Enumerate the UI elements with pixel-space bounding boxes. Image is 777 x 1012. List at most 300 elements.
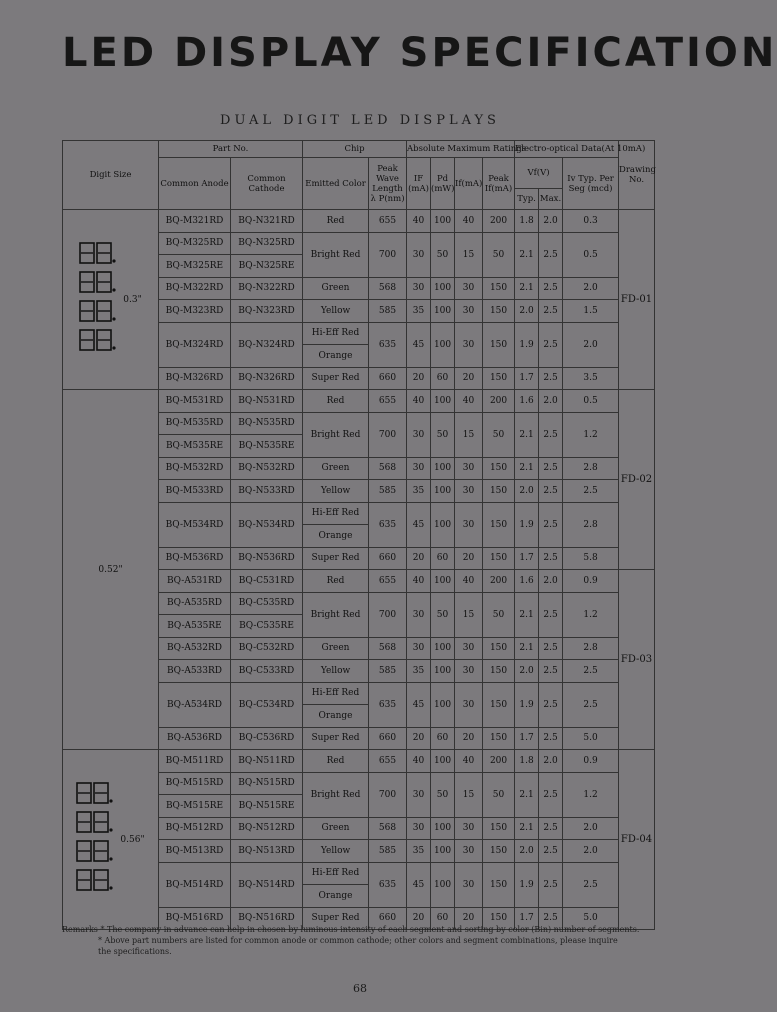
value-wave: 635 [369,682,407,727]
value-iv: 2.8 [563,637,619,660]
dual-digit-display-icon [76,840,114,862]
value-peak: 150 [483,367,515,390]
value-typ: 1.7 [515,367,539,390]
value-typ: 1.7 [515,907,539,930]
emitted-color: Red [303,210,369,233]
part-no-common-anode: BQ-M531RD [159,390,231,413]
value-peak: 150 [483,817,515,840]
value-ifm: 20 [407,727,431,750]
value-pd: 50 [431,772,455,817]
value-typ: 2.1 [515,817,539,840]
value-max: 2.5 [539,592,563,637]
emitted-color: Orange [303,345,369,368]
part-no-common-anode: BQ-M515RE [159,795,231,818]
emitted-color: Red [303,570,369,593]
value-peak: 200 [483,750,515,773]
part-no-common-anode: BQ-A535RD [159,592,231,615]
value-wave: 568 [369,817,407,840]
value-typ: 2.1 [515,412,539,457]
remarks [62,924,662,957]
part-no-common-anode: BQ-A531RD [159,570,231,593]
col-if-ma: IF (mA) [407,158,431,210]
dual-digit-display-icon [79,242,117,264]
value-if: 15 [455,232,483,277]
value-max: 2.5 [539,547,563,570]
value-pd: 100 [431,570,455,593]
col-peak-if: Peak If(mA) [483,158,515,210]
value-if: 30 [455,277,483,300]
value-wave: 660 [369,547,407,570]
value-wave: 660 [369,367,407,390]
emitted-color: Yellow [303,660,369,683]
value-iv: 3.5 [563,367,619,390]
part-no-common-anode: BQ-M515RD [159,772,231,795]
digit-size-label: 0.52" [98,564,123,575]
value-wave: 655 [369,750,407,773]
part-no-common-cathode: BQ-N514RD [231,862,303,907]
value-max: 2.5 [539,862,563,907]
part-no-common-anode: BQ-M511RD [159,750,231,773]
part-no-common-cathode: BQ-N322RD [231,277,303,300]
value-peak: 150 [483,277,515,300]
value-pd: 100 [431,637,455,660]
value-if: 30 [455,457,483,480]
part-no-common-anode: BQ-M323RD [159,300,231,323]
value-if: 30 [455,637,483,660]
value-pd: 60 [431,547,455,570]
emitted-color: Bright Red [303,772,369,817]
value-typ: 2.1 [515,232,539,277]
col-pd-mw: Pd (mW) [431,158,455,210]
value-wave: 655 [369,390,407,413]
part-no-common-anode: BQ-M516RD [159,907,231,930]
value-if: 15 [455,592,483,637]
value-wave: 585 [369,300,407,323]
part-no-common-anode: BQ-A534RD [159,682,231,727]
value-typ: 2.1 [515,592,539,637]
value-peak: 50 [483,772,515,817]
value-peak: 150 [483,480,515,503]
value-pd: 100 [431,682,455,727]
value-ifm: 45 [407,682,431,727]
value-pd: 60 [431,907,455,930]
part-no-common-cathode: BQ-N533RD [231,480,303,503]
part-no-common-anode: BQ-M513RD [159,840,231,863]
emitted-color: Yellow [303,480,369,503]
value-if: 40 [455,750,483,773]
value-pd: 100 [431,862,455,907]
value-typ: 1.9 [515,502,539,547]
value-ifm: 30 [407,232,431,277]
part-no-common-anode: BQ-A536RD [159,727,231,750]
value-iv: 2.5 [563,682,619,727]
value-if: 40 [455,570,483,593]
value-max: 2.0 [539,210,563,233]
value-ifm: 30 [407,592,431,637]
value-ifm: 40 [407,570,431,593]
value-peak: 150 [483,907,515,930]
table-row [63,210,655,233]
table-row [63,750,655,773]
part-no-common-anode: BQ-A535RE [159,615,231,638]
value-ifm: 40 [407,210,431,233]
value-ifm: 35 [407,840,431,863]
value-if: 20 [455,727,483,750]
value-peak: 150 [483,727,515,750]
emitted-color: Bright Red [303,592,369,637]
value-peak: 150 [483,840,515,863]
spec-table [62,140,655,930]
emitted-color: Hi-Eff Red [303,502,369,525]
emitted-color: Hi-Eff Red [303,862,369,885]
value-iv: 5.8 [563,547,619,570]
value-ifm: 45 [407,322,431,367]
value-wave: 655 [369,570,407,593]
value-pd: 100 [431,480,455,503]
value-max: 2.5 [539,660,563,683]
value-pd: 100 [431,277,455,300]
value-ifm: 20 [407,367,431,390]
value-wave: 660 [369,727,407,750]
value-peak: 50 [483,232,515,277]
value-typ: 1.6 [515,390,539,413]
part-no-common-anode: BQ-M534RD [159,502,231,547]
part-no-common-cathode: BQ-N326RD [231,367,303,390]
value-if: 15 [455,772,483,817]
value-iv: 2.8 [563,502,619,547]
value-wave: 660 [369,907,407,930]
part-no-common-cathode: BQ-N513RD [231,840,303,863]
value-max: 2.5 [539,367,563,390]
value-typ: 1.8 [515,210,539,233]
part-no-common-anode: BQ-M512RD [159,817,231,840]
value-typ: 1.8 [515,750,539,773]
value-if: 30 [455,817,483,840]
value-ifm: 35 [407,480,431,503]
col-max: Max. [539,189,563,210]
value-ifm: 45 [407,862,431,907]
value-ifm: 45 [407,502,431,547]
emitted-color: Green [303,817,369,840]
part-no-common-cathode: BQ-N321RD [231,210,303,233]
drawing-no: FD-03 [619,570,655,750]
section-subtitle: DUAL DIGIT LED DISPLAYS [220,113,500,128]
value-iv: 5.0 [563,907,619,930]
value-wave: 635 [369,322,407,367]
value-typ: 1.6 [515,570,539,593]
value-iv: 1.5 [563,300,619,323]
value-typ: 2.0 [515,660,539,683]
value-if: 40 [455,210,483,233]
part-no-common-cathode: BQ-N536RD [231,547,303,570]
value-max: 2.5 [539,727,563,750]
value-typ: 2.1 [515,772,539,817]
part-no-common-cathode: BQ-N532RD [231,457,303,480]
value-max: 2.5 [539,502,563,547]
dual-digit-display-icon [76,811,114,833]
emitted-color: Bright Red [303,232,369,277]
dual-digit-display-icon [79,271,117,293]
value-pd: 50 [431,592,455,637]
value-max: 2.5 [539,457,563,480]
value-max: 2.0 [539,570,563,593]
part-no-common-cathode: BQ-C531RD [231,570,303,593]
value-ifm: 40 [407,750,431,773]
emitted-color: Yellow [303,840,369,863]
value-typ: 1.9 [515,322,539,367]
value-peak: 150 [483,547,515,570]
part-no-common-anode: BQ-A533RD [159,660,231,683]
part-no-common-anode: BQ-M324RD [159,322,231,367]
value-ifm: 30 [407,817,431,840]
page-number: 68 [353,982,367,995]
value-pd: 100 [431,750,455,773]
table-row [63,390,655,413]
value-typ: 1.7 [515,547,539,570]
value-typ: 2.1 [515,637,539,660]
value-ifm: 30 [407,457,431,480]
value-peak: 200 [483,210,515,233]
value-peak: 150 [483,322,515,367]
value-pd: 100 [431,817,455,840]
part-no-common-anode: BQ-M325RD [159,232,231,255]
value-if: 15 [455,412,483,457]
value-if: 20 [455,367,483,390]
value-if: 30 [455,480,483,503]
part-no-common-cathode: BQ-C535RE [231,615,303,638]
value-pd: 100 [431,840,455,863]
remarks-line-2: * Above part numbers are listed for common anode or common cathode; other colors and segment combinations, please inquire [98,936,618,945]
value-pd: 100 [431,502,455,547]
dual-digit-display-icon [79,300,117,322]
col-vf: Vf(V) [515,158,563,189]
value-wave: 655 [369,210,407,233]
drawing-no: FD-04 [619,750,655,930]
emitted-color: Green [303,457,369,480]
value-iv: 2.0 [563,277,619,300]
value-pd: 100 [431,322,455,367]
part-no-common-anode: BQ-M514RD [159,862,231,907]
emitted-color: Green [303,277,369,300]
value-ifm: 20 [407,547,431,570]
value-max: 2.5 [539,637,563,660]
value-if: 30 [455,862,483,907]
emitted-color: Orange [303,705,369,728]
part-no-common-cathode: BQ-N515RE [231,795,303,818]
remarks-line-1: * The company in advance can help in chosen by luminous intensity of each segment and sorting by color (Bin) number of segments. [100,925,640,934]
value-pd: 100 [431,210,455,233]
value-max: 2.0 [539,750,563,773]
value-iv: 0.9 [563,750,619,773]
value-iv: 1.2 [563,772,619,817]
part-no-common-cathode: BQ-N325RE [231,255,303,278]
value-iv: 0.9 [563,570,619,593]
part-no-common-anode: BQ-M536RD [159,547,231,570]
value-if: 30 [455,840,483,863]
part-no-common-anode: BQ-M535RE [159,435,231,458]
emitted-color: Orange [303,885,369,908]
value-iv: 2.0 [563,840,619,863]
value-wave: 568 [369,637,407,660]
part-no-common-anode: BQ-M322RD [159,277,231,300]
col-electro: Electro-optical Data(At 10mA) [515,141,619,158]
col-chip: Chip [303,141,407,158]
value-ifm: 40 [407,390,431,413]
part-no-common-anode: BQ-A532RD [159,637,231,660]
value-pd: 60 [431,367,455,390]
col-common-cathode: Common Cathode [231,158,303,210]
value-wave: 700 [369,412,407,457]
emitted-color: Super Red [303,727,369,750]
value-iv: 2.5 [563,480,619,503]
digit-size-label: 0.56" [120,834,145,845]
drawing-no: FD-01 [619,210,655,390]
value-ifm: 35 [407,660,431,683]
part-no-common-cathode: BQ-N531RD [231,390,303,413]
value-pd: 100 [431,390,455,413]
value-ifm: 30 [407,637,431,660]
value-if: 20 [455,907,483,930]
value-if: 30 [455,682,483,727]
value-peak: 200 [483,390,515,413]
value-peak: 150 [483,660,515,683]
part-no-common-anode: BQ-M325RE [159,255,231,278]
value-peak: 50 [483,592,515,637]
value-ifm: 30 [407,772,431,817]
value-wave: 700 [369,232,407,277]
part-no-common-cathode: BQ-N535RD [231,412,303,435]
value-iv: 0.5 [563,390,619,413]
part-no-common-cathode: BQ-N323RD [231,300,303,323]
value-max: 2.5 [539,232,563,277]
value-typ: 2.0 [515,300,539,323]
part-no-common-cathode: BQ-N534RD [231,502,303,547]
value-wave: 585 [369,660,407,683]
value-max: 2.0 [539,390,563,413]
value-typ: 1.9 [515,682,539,727]
emitted-color: Hi-Eff Red [303,322,369,345]
value-wave: 585 [369,480,407,503]
value-peak: 150 [483,457,515,480]
value-max: 2.5 [539,300,563,323]
page-title: LED DISPLAY SPECIFICATION [62,30,777,76]
emitted-color: Super Red [303,547,369,570]
value-pd: 100 [431,660,455,683]
value-wave: 568 [369,277,407,300]
value-typ: 1.9 [515,862,539,907]
emitted-color: Red [303,750,369,773]
value-peak: 150 [483,300,515,323]
emitted-color: Orange [303,525,369,548]
value-ifm: 35 [407,300,431,323]
col-drawing: Drawing No. [619,141,655,210]
value-if: 30 [455,660,483,683]
value-max: 2.5 [539,907,563,930]
value-peak: 150 [483,637,515,660]
value-max: 2.5 [539,322,563,367]
value-ifm: 30 [407,277,431,300]
value-ifm: 20 [407,907,431,930]
value-typ: 2.0 [515,840,539,863]
digit-size-cell [63,750,159,930]
value-wave: 635 [369,502,407,547]
col-emitted-color: Emitted Color [303,158,369,210]
value-if: 40 [455,390,483,413]
value-wave: 585 [369,840,407,863]
part-no-common-cathode: BQ-N516RD [231,907,303,930]
value-pd: 50 [431,412,455,457]
value-if: 30 [455,322,483,367]
value-wave: 700 [369,772,407,817]
value-typ: 2.1 [515,277,539,300]
col-if: If(mA) [455,158,483,210]
dual-digit-display-icon [76,782,114,804]
value-max: 2.5 [539,772,563,817]
part-no-common-cathode: BQ-C533RD [231,660,303,683]
part-no-common-cathode: BQ-C536RD [231,727,303,750]
value-max: 2.5 [539,840,563,863]
col-abs-max: Absolute Maximum Ratings [407,141,515,158]
dual-digit-display-icon [76,869,114,891]
dual-digit-display-icon [79,329,117,351]
value-max: 2.5 [539,682,563,727]
remarks-line-3: the specifications. [98,947,172,956]
value-if: 20 [455,547,483,570]
value-iv: 5.0 [563,727,619,750]
value-iv: 2.5 [563,660,619,683]
value-iv: 2.5 [563,862,619,907]
value-max: 2.5 [539,412,563,457]
emitted-color: Super Red [303,367,369,390]
value-max: 2.5 [539,817,563,840]
emitted-color: Red [303,390,369,413]
digit-size-cell [63,390,159,750]
part-no-common-cathode: BQ-C535RD [231,592,303,615]
part-no-common-anode: BQ-M326RD [159,367,231,390]
value-if: 30 [455,300,483,323]
emitted-color: Hi-Eff Red [303,682,369,705]
value-typ: 2.1 [515,457,539,480]
value-wave: 700 [369,592,407,637]
value-max: 2.5 [539,277,563,300]
col-part-no: Part No. [159,141,303,158]
value-typ: 1.7 [515,727,539,750]
part-no-common-anode: BQ-M532RD [159,457,231,480]
value-if: 30 [455,502,483,547]
value-peak: 150 [483,682,515,727]
value-max: 2.5 [539,480,563,503]
col-iv: Iv Typ. Per Seg (mcd) [563,158,619,210]
part-no-common-cathode: BQ-N515RD [231,772,303,795]
value-ifm: 30 [407,412,431,457]
value-pd: 50 [431,232,455,277]
value-typ: 2.0 [515,480,539,503]
part-no-common-anode: BQ-M535RD [159,412,231,435]
part-no-common-anode: BQ-M533RD [159,480,231,503]
value-pd: 60 [431,727,455,750]
value-pd: 100 [431,457,455,480]
part-no-common-cathode: BQ-N325RD [231,232,303,255]
col-typ: Typ. [515,189,539,210]
emitted-color: Bright Red [303,412,369,457]
value-peak: 50 [483,412,515,457]
emitted-color: Yellow [303,300,369,323]
digit-size-label: 0.3" [123,294,142,305]
drawing-no: FD-02 [619,390,655,570]
value-iv: 2.0 [563,817,619,840]
value-peak: 150 [483,862,515,907]
value-iv: 0.3 [563,210,619,233]
